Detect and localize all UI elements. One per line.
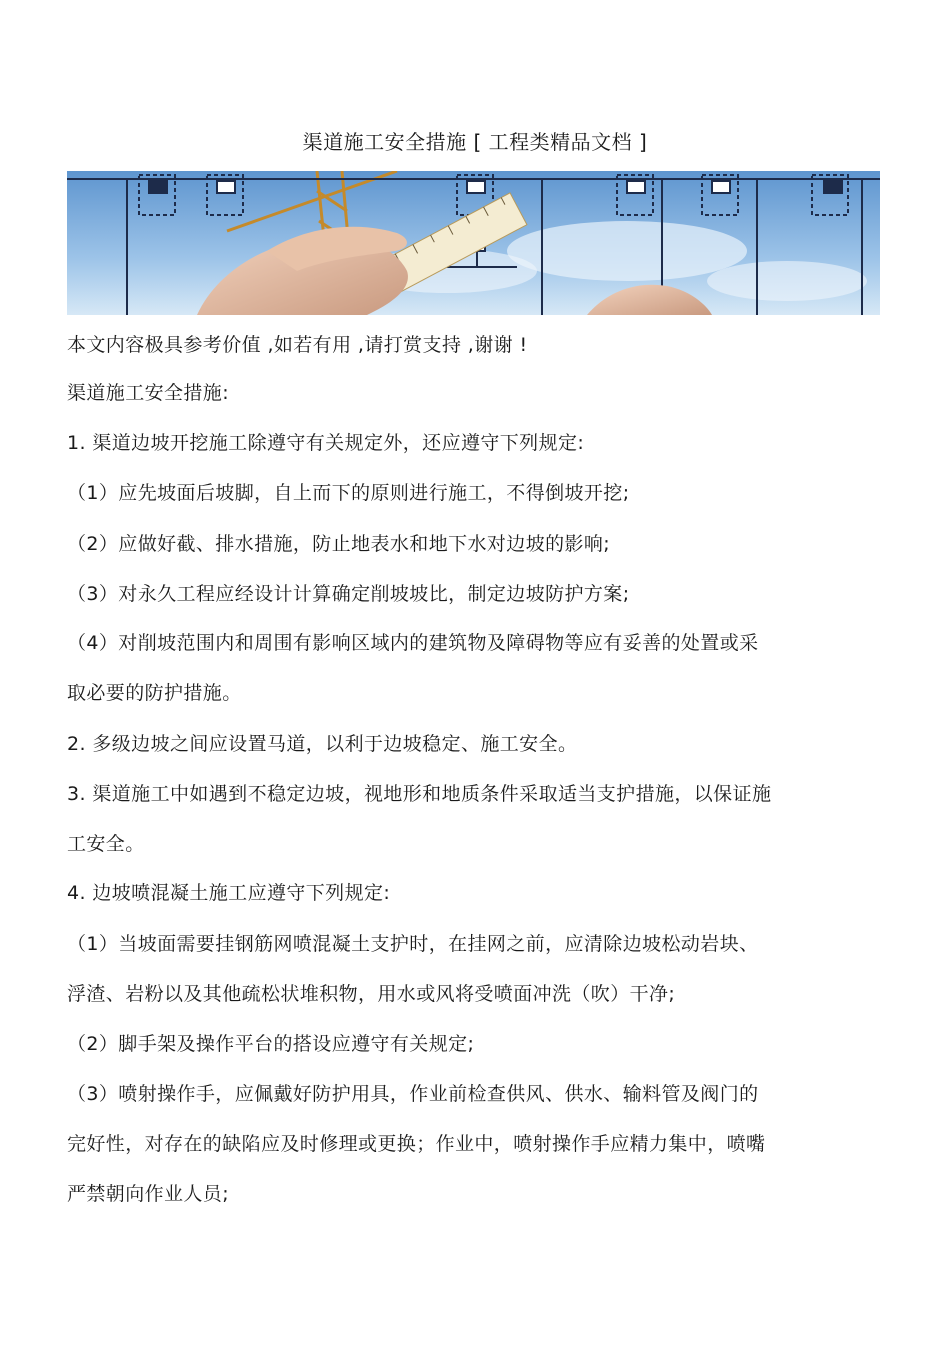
- text-line: 取必要的防护措施。: [67, 682, 242, 704]
- text-line: 4. 边坡喷混凝土施工应遵守下列规定:: [67, 882, 391, 904]
- section-heading: 渠道施工安全措施:: [67, 382, 230, 404]
- text-line: 工安全。: [67, 833, 145, 855]
- text-line: （2）应做好截、排水措施，防止地表水和地下水对边坡的影响;: [67, 533, 611, 555]
- text-line: （1）当坡面需要挂钢筋网喷混凝土支护时，在挂网之前，应清除边坡松动岩块、: [67, 933, 759, 955]
- document-title: 渠道施工安全措施 [ 工程类精品文档 ]: [302, 130, 648, 154]
- intro-paragraph: 本文内容极具参考价值 ,如若有用 ,请打赏支持 ,谢谢 !: [67, 334, 528, 356]
- text-line: （3）对永久工程应经设计计算确定削坡坡比，制定边坡防护方案;: [67, 583, 630, 605]
- text-line: 2. 多级边坡之间应设置马道，以利于边坡稳定、施工安全。: [67, 733, 578, 755]
- text-line: （2）脚手架及操作平台的搭设应遵守有关规定;: [67, 1033, 475, 1055]
- text-line: 完好性，对存在的缺陷应及时修理或更换；作业中，喷射操作手应精力集中，喷嘴: [67, 1133, 766, 1155]
- text-line: （3）喷射操作手，应佩戴好防护用具，作业前检查供风、供水、输料管及阀门的: [67, 1083, 759, 1105]
- text-line: （4）对削坡范围内和周围有影响区域内的建筑物及障碍物等应有妥善的处置或采: [67, 632, 759, 654]
- text-line: 3. 渠道施工中如遇到不稳定边坡，视地形和地质条件采取适当支护措施，以保证施: [67, 783, 772, 805]
- banner-image: [67, 171, 880, 315]
- text-line: 浮渣、岩粉以及其他疏松状堆积物，用水或风将受喷面冲洗（吹）干净;: [67, 983, 676, 1005]
- text-line: （1）应先坡面后坡脚，自上而下的原则进行施工，不得倒坡开挖;: [67, 482, 630, 504]
- text-line: 1. 渠道边坡开挖施工除遵守有关规定外，还应遵守下列规定:: [67, 432, 585, 454]
- text-line: 严禁朝向作业人员;: [67, 1183, 230, 1205]
